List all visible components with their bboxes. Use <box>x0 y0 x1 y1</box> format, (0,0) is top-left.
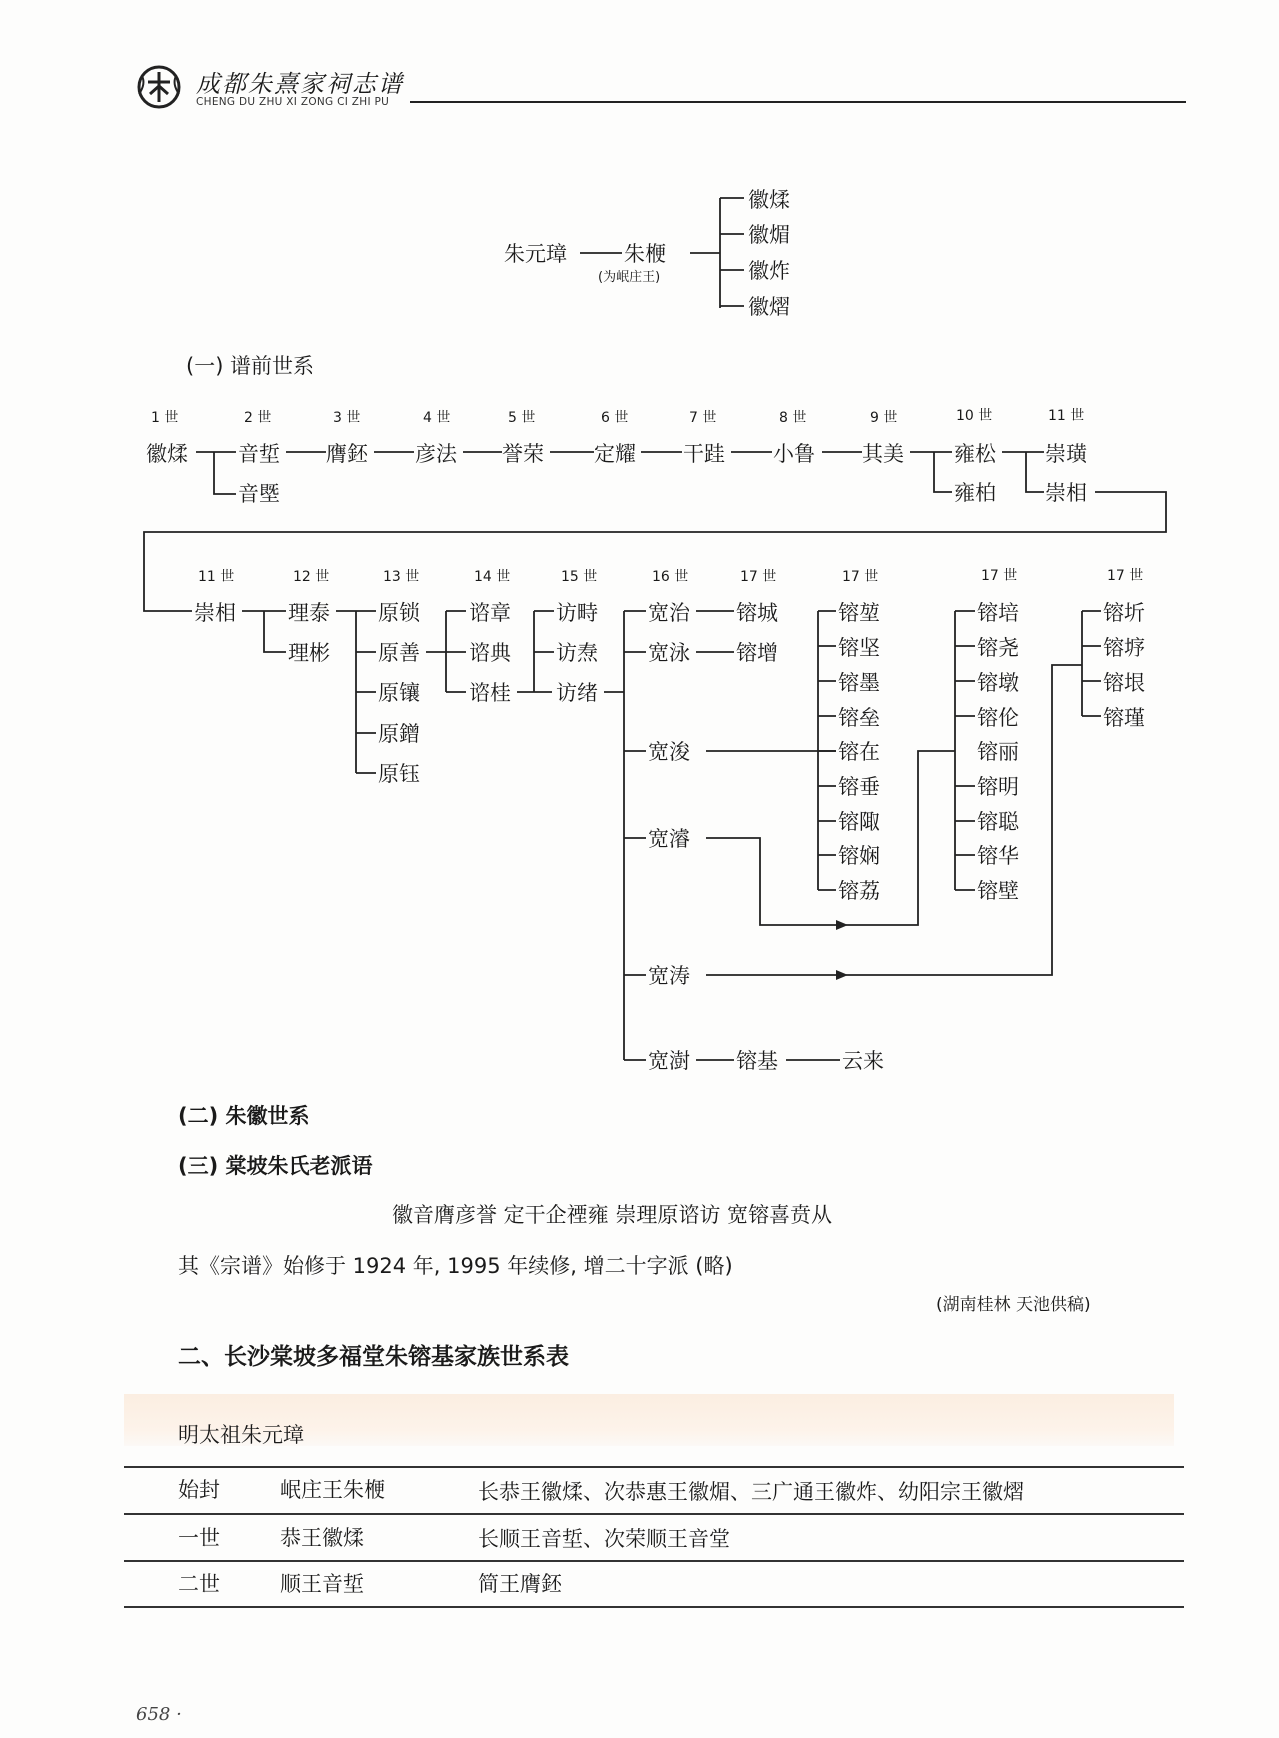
person-name: 镕培 <box>977 601 1019 625</box>
person-name: 谘典 <box>469 641 511 665</box>
person-name: 宽治 <box>648 601 690 625</box>
person-name: 其美 <box>862 442 904 466</box>
gen-label: 17 世 <box>740 569 777 585</box>
person-name: 访焘 <box>556 641 598 665</box>
table-cell-person: 岷庄王朱楩 <box>280 1478 385 1502</box>
person-name: 镕陬 <box>838 810 880 834</box>
gen-label: 10 世 <box>956 408 993 424</box>
gen-label: 3 世 <box>333 410 361 426</box>
table-cell-gen: 二世 <box>178 1572 220 1596</box>
person-name: 镕瑾 <box>1103 706 1145 730</box>
table-cell-sons: 简王膺鉟 <box>478 1572 562 1596</box>
gen-label: 16 世 <box>652 569 689 585</box>
section1-title: (一) 谱前世系 <box>186 354 315 378</box>
tree-son-note: (为岷庄王) <box>598 270 661 285</box>
person-name: 镕华 <box>977 844 1019 868</box>
person-name: 宽澍 <box>648 1049 690 1073</box>
person-name: 镕明 <box>977 775 1019 799</box>
person-name: 理彬 <box>288 641 330 665</box>
person-name: 云来 <box>842 1049 884 1073</box>
person-name: 镕聪 <box>977 810 1019 834</box>
tree-grandson: 徽熠 <box>748 295 790 319</box>
person-name: 镕壁 <box>977 879 1019 903</box>
gen-label: 12 世 <box>293 569 330 585</box>
person-name: 谘章 <box>469 601 511 625</box>
person-name: 音埑 <box>238 442 280 466</box>
person-name: 理泰 <box>288 601 330 625</box>
table-cell-person: 恭王徽煣 <box>280 1526 364 1550</box>
table-cell-gen: 一世 <box>178 1526 220 1550</box>
person-name: 宽涛 <box>648 964 690 988</box>
person-name: 访畤 <box>556 601 598 625</box>
person-name: 镕尧 <box>977 636 1019 660</box>
person-name: 原鏳 <box>378 722 420 746</box>
person-name: 镕墨 <box>838 671 880 695</box>
person-name: 崇璜 <box>1045 442 1087 466</box>
header-title-en: CHENG DU ZHU XI ZONG CI ZHI PU <box>196 96 390 108</box>
person-name: 彦法 <box>415 442 457 466</box>
person-name: 原镶 <box>378 681 420 705</box>
gen-label: 8 世 <box>779 410 807 426</box>
person-name: 原锁 <box>378 601 420 625</box>
generation-poem: 徽音膺彦誉 定干企禋雍 崇理原谘访 宽镕喜贲从 <box>392 1203 833 1227</box>
gen-label: 5 世 <box>508 410 536 426</box>
gen-label: 2 世 <box>244 410 272 426</box>
person-name: 雍松 <box>954 442 996 466</box>
person-name: 镕垒 <box>838 706 880 730</box>
person-name: 镕垠 <box>1103 671 1145 695</box>
person-name: 徽煣 <box>146 442 188 466</box>
person-name: 雍柏 <box>954 481 996 505</box>
table-rule <box>124 1466 1184 1468</box>
gen-label: 17 世 <box>1107 568 1144 584</box>
person-name: 小鲁 <box>773 442 815 466</box>
person-name: 镕基 <box>736 1049 778 1073</box>
person-name: 镕城 <box>736 601 778 625</box>
person-name: 镕丽 <box>977 740 1019 764</box>
person-name: 定耀 <box>594 442 636 466</box>
tree-son: 朱楩 <box>624 242 666 266</box>
person-name: 镕在 <box>838 740 880 764</box>
tree-grandson: 徽炸 <box>748 259 790 283</box>
gen-label: 17 世 <box>842 569 879 585</box>
genealogy-note: 其《宗谱》始修于 1924 年, 1995 年续修, 增二十字派 (略) <box>178 1254 733 1278</box>
table-cell-gen: 始封 <box>178 1478 220 1502</box>
person-name: 干跬 <box>683 442 725 466</box>
page-number: 658 · <box>136 1704 182 1725</box>
person-name: 崇相 <box>1045 481 1087 505</box>
header-title-cn: 成都朱熹家祠志谱 <box>196 70 404 98</box>
gen-label: 14 世 <box>474 569 511 585</box>
person-name: 镕墩 <box>977 671 1019 695</box>
person-name: 镕垂 <box>838 775 880 799</box>
person-name: 誉荣 <box>502 442 544 466</box>
tree-root: 朱元璋 <box>504 242 567 266</box>
person-name: 谘桂 <box>469 681 511 705</box>
section2-title: (二) 朱徽世系 <box>178 1104 310 1128</box>
tree-grandson: 徽煣 <box>748 188 790 212</box>
person-name: 宽浚 <box>648 740 690 764</box>
person-name: 镕垿 <box>1103 636 1145 660</box>
person-name: 镕堃 <box>838 601 880 625</box>
person-name: 膺鉟 <box>326 442 368 466</box>
gen-label: 13 世 <box>383 569 420 585</box>
person-name: 宽泳 <box>648 641 690 665</box>
person-name: 原钰 <box>378 762 420 786</box>
gen-label: 4 世 <box>423 410 451 426</box>
person-name: 镕圻 <box>1103 601 1145 625</box>
person-name: 镕坚 <box>838 636 880 660</box>
gen-label: 11 世 <box>198 569 235 585</box>
gen-label: 6 世 <box>601 410 629 426</box>
person-name: 镕娴 <box>838 844 880 868</box>
gen-label: 7 世 <box>689 410 717 426</box>
table-rule <box>124 1513 1184 1515</box>
person-name: 音塈 <box>238 482 280 506</box>
gen-label: 15 世 <box>561 569 598 585</box>
section3-title: (三) 棠坡朱氏老派语 <box>178 1154 373 1178</box>
person-name: 镕伦 <box>977 706 1019 730</box>
table-rule <box>124 1606 1184 1608</box>
person-name: 镕荔 <box>838 879 880 903</box>
person-name: 宽濬 <box>648 827 690 851</box>
credit-line: (湖南桂林 天池供稿) <box>936 1295 1091 1315</box>
tree-grandson: 徽煝 <box>748 223 790 247</box>
gen-label: 9 世 <box>870 410 898 426</box>
gen-label: 11 世 <box>1048 408 1085 424</box>
part2-title: 二、长沙棠坡多福堂朱镕基家族世系表 <box>178 1344 569 1370</box>
person-name: 镕增 <box>736 641 778 665</box>
person-name: 崇相 <box>194 601 236 625</box>
gen-label: 1 世 <box>151 410 179 426</box>
table-header: 明太祖朱元璋 <box>178 1423 304 1447</box>
table-rule <box>124 1560 1184 1562</box>
person-name: 原善 <box>378 641 420 665</box>
table-cell-person: 顺王音埑 <box>280 1572 364 1596</box>
person-name: 访绪 <box>556 681 598 705</box>
table-cell-sons: 长顺王音埑、次荣顺王音堂 <box>478 1527 730 1551</box>
gen-label: 17 世 <box>981 568 1018 584</box>
table-cell-sons: 长恭王徽煣、次恭惠王徽煝、三广通王徽炸、幼阳宗王徽熠 <box>478 1480 1024 1504</box>
